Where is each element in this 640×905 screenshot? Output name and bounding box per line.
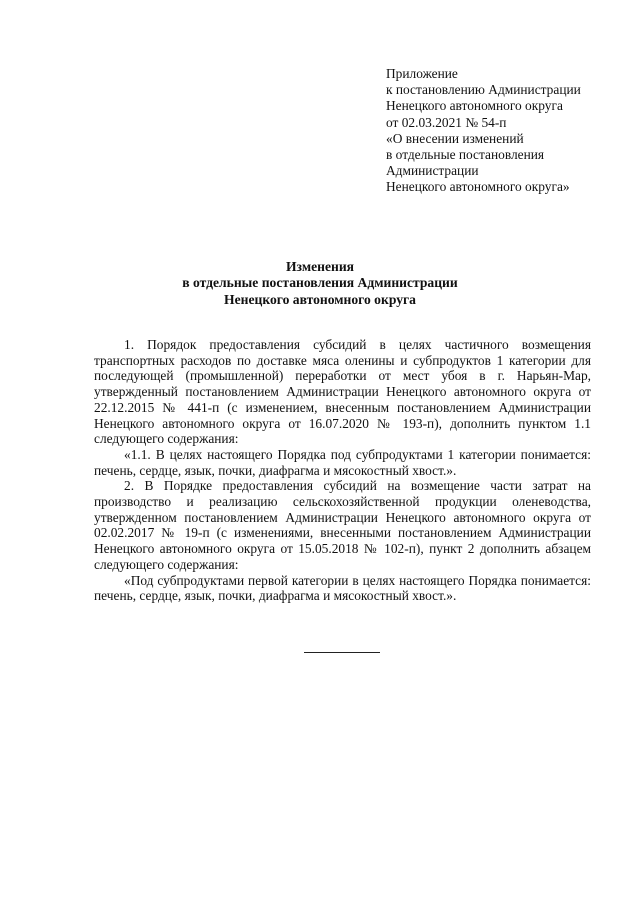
annex-line: от 02.03.2021 № 54-п [386, 114, 507, 130]
annex-line: в отдельные постановления [386, 147, 545, 163]
body-paragraph: 2. В Порядке предоставления субсидий на возмещение части затрат на производство и реализацию сельскохозяйственной продукции оленеводства, утвержденном постановлением Администрации Ненецкого автономного округа от 02.02.2017 № 19-п (с изменениями, внесенными постановлением Администрации Ненецкого автономного округа от 15.05.2018 № 102-п), пункт 2 дополнить абзацем следующего содержания: [94, 478, 591, 572]
body-paragraph: 1. Порядок предоставления субсидий в целях частичного возмещения транспортных расходов по доставке мяса оленины и субпродуктов 1 категории для последующей (промышленной) переработки от мест убоя в г. Нарьян-Мар, утвержденный постановлением Администрации Ненецкого автономного округа от 22.12.2015 № 441-п (с изменением, внесенным постановлением Администрации Ненецкого автономного округа от 16.07.2020 № 193-п), дополнить пунктом 1.1 следующего содержания: [94, 337, 591, 447]
document-title [0, 259, 640, 308]
title-line: Изменения [285, 259, 355, 274]
annex-header [386, 66, 581, 196]
annex-line: Ненецкого автономного округа [386, 98, 563, 114]
body-paragraph: «Под субпродуктами первой категории в целях настоящего Порядка понимается: печень, сердце, язык, почки, диафрагма и мясокостный хвост.». [94, 572, 591, 604]
title-line: Ненецкого автономного округа [224, 291, 416, 307]
document-body [94, 337, 591, 604]
annex-line: к постановлению Администрации [386, 82, 581, 98]
closing-rule [304, 652, 380, 653]
body-paragraph: «1.1. В целях настоящего Порядка под субпродуктами 1 категории понимается: печень, сердце, язык, почки, диафрагма и мясокостный хвост.». [94, 446, 591, 478]
title-line: в отдельные постановления Администрации [182, 275, 458, 291]
annex-line: «О внесении изменений [386, 130, 524, 146]
annex-line: Приложение [386, 66, 458, 81]
annex-line: Администрации [386, 163, 479, 179]
annex-line: Ненецкого автономного округа» [386, 179, 570, 195]
